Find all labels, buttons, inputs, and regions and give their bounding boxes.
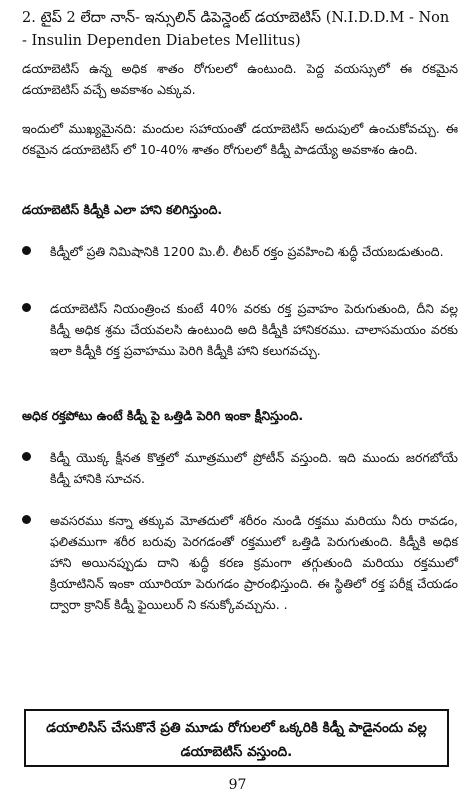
bullet-icon xyxy=(22,246,31,255)
paragraph-prevalence: డయాబెటిస్ ఉన్న అధిక శాతం రోగులలో ఉంటుంది. పెద్ద వయస్సులో ఈ రకమైన డయాబెటిస్ వచ్చే అవకాశం ఎక్కువ. xyxy=(22,61,458,97)
paragraph-control: ఇందులో ముఖ్యమైనది: మందుల సహాయంతో డయాబెటిస్ అదుపులో ఉంచుకోవచ్చు. ఈ రకమైన డయాబెటిస్ లో 10-40% శాతం రోగులలో కిడ్నీ పాడయ్యే అవకాశం ఉంది. xyxy=(22,121,458,157)
subheading-blood-pressure: అధిక రక్తపోటు ఉంటే కిడ్నీ పై ఒత్తిడి పెరిగి ఇంకా క్షీనిస్తుంది. xyxy=(22,408,304,423)
callout-box xyxy=(24,709,449,767)
list-item-text: కిడ్నీలో ప్రతి నిమిషానికి 1200 మి.లీ. లీటర్ రక్తం ప్రవహించి శుద్ధీ చేయబడుతుంది. xyxy=(50,244,444,259)
list-item xyxy=(22,447,458,491)
page-number: 97 xyxy=(228,777,247,793)
section-heading: 2. టైప్ 2 లేదా నాన్- ఇన్సులిన్ డిపెన్డెంట్ డయాబెటిస్ (N.I.D.D.M - Non - Insulin Dependen Diabetes Mellitus) xyxy=(22,10,450,49)
callout-text: డయాలిసిస్ చేసుకొనే ప్రతి మూడు రోగులలో ఒక్కరికి కిడ్నీ పాడైనందు వల్ల డయాబెటిస్ వస్తుంది. xyxy=(46,720,427,760)
bullet-icon xyxy=(22,303,31,312)
list-item xyxy=(22,241,458,285)
list-item-text: అవసరము కన్నా తక్కువ మోతదులో శరీరం నుండి రక్తము మరియు నీరు రావడం, ఫలితముగా శరీర బరువు పెరగడంతో రక్తములో ఒత్తిడి పెరుగుతుంది. కిడ్నీకి అధిక హాని అయినప్పుడు దాని శుద్ధీ కరణ క్రమంగా తగ్గుతుంది మరియు రక్తములో క్రియాటినిన్ ఇంకా యూరియా పెరుగడం ప్రారంభిస్తుంది. ఈ స్థితిలో రక్త పరీక్ష చేయడం ద్వారా క్రానిక్ కిడ్నీ ఫైయిలుర్ ని కనుక్కోవచ్చును. . xyxy=(50,513,458,612)
list-item xyxy=(22,510,458,650)
subheading-how-harm: డయాబెటిస్ కిడ్నీకి ఎలా హాని కలిగిస్తుంది. xyxy=(22,202,223,217)
list-item xyxy=(22,298,458,388)
bullet-icon xyxy=(22,515,31,524)
list-item-text: డయాబెటిస్ నియంత్రించ కుంటే 40% వరకు రక్త ప్రవాహం పెరుగుతుంది, దీని వల్ల కిడ్నీ అధిక శ్రమ చేయవలసి ఉంటుంది అది కిడ్నీకి హానికరము. చాలాసమయం వరకు ఇలా కిడ్నీకి రక్త ప్రవాహము పెరిగి కిడ్నీకి హాని కలుగవచ్చు. xyxy=(50,301,458,358)
list-item-text: కిడ్నీ యొక్క క్షీనత కొత్తలో మూత్రములో ప్రోటీన్ వస్తుంది. ఇది ముందు జరగబోయే కిడ్నీ హానికి సూచన. xyxy=(50,450,458,486)
bullet-icon xyxy=(22,452,31,461)
